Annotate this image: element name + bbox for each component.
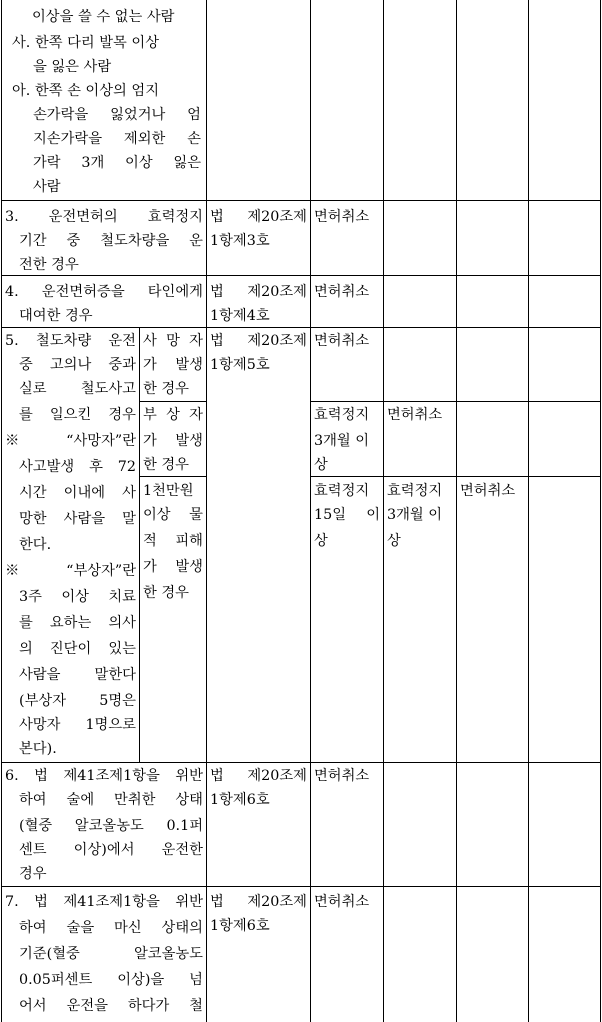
table-right-border xyxy=(600,0,601,1022)
row-border xyxy=(1,886,601,887)
row7-desc-line: 어서 운전을 하다가 철 xyxy=(19,998,203,1014)
table-left-border xyxy=(1,0,2,1022)
row6-desc-line: 센트 이상)에서 운전한 xyxy=(19,842,203,858)
row5-desc-line: 중 고의나 중과 xyxy=(19,357,136,373)
row5-desc-line: 3주 이상 치료 xyxy=(19,589,136,605)
row6-law-line: 1항제6호 xyxy=(210,792,270,808)
row7-desc-line: 하여 술을 마신 상태의 xyxy=(19,920,203,936)
row5-sub2-penalty-1: 3개월 이 xyxy=(314,433,370,449)
row3-law-line: 법 제20조제 xyxy=(210,209,307,225)
row5-sub2-label: 가 발생 xyxy=(143,433,203,449)
cont-line: 가락 3개 이상 잃은 xyxy=(33,155,201,171)
cont-line: 손가락을 잃었거나 엄 xyxy=(33,107,201,123)
row5-desc-line: ※ “사망자”란 xyxy=(5,433,136,449)
row5-law-line: 법 제20조제 xyxy=(210,333,307,349)
cont-line: 사람 xyxy=(33,179,61,195)
row7-desc-line: 기준(혈중 알코올농도 xyxy=(19,946,203,962)
row5-desc-line: 5. 철도차량 운전 xyxy=(5,333,136,349)
row5-desc-line: 망한 사람을 말 xyxy=(19,511,136,527)
cont-line: 이상을 쓸 수 없는 사람 xyxy=(32,9,175,25)
row6-law-line: 법 제20조제 xyxy=(210,768,307,784)
col-divider-second xyxy=(456,0,457,1022)
col-divider-law xyxy=(310,0,311,1022)
row5-desc-line: 한다. xyxy=(19,537,52,553)
row5-sub3-penalty-2: 상 xyxy=(387,533,401,549)
row4-law-line: 1항제4호 xyxy=(210,308,270,324)
row5-sub3-penalty-2: 3개월 이 xyxy=(387,507,443,523)
row5-desc-line: 사망자 1명으로 xyxy=(19,717,136,733)
row4-desc-line: 대여한 경우 xyxy=(19,308,93,324)
row3-law-line: 1항제3호 xyxy=(210,233,270,249)
row5-sub3-penalty-1: 효력정지 xyxy=(314,483,370,499)
row6-penalty-1: 면허취소 xyxy=(314,768,370,784)
row5-sub3-label: 적 피해 xyxy=(143,533,203,549)
col-divider-third xyxy=(528,0,529,1022)
row5-sub3-penalty-3: 면허취소 xyxy=(460,483,516,499)
row3-desc-line: 전한 경우 xyxy=(19,257,79,273)
row5-desc-line: 본다). xyxy=(19,741,57,757)
row5-desc-line: 의 진단이 있는 xyxy=(19,641,136,657)
col-divider-desc xyxy=(206,0,207,1022)
cont-line: 지손가락을 제외한 손 xyxy=(33,131,201,147)
row7-penalty-1: 면허취소 xyxy=(314,894,370,910)
row5-sub3-penalty-1: 상 xyxy=(314,533,328,549)
row5-sub2-label: 부 상 자 xyxy=(143,407,203,423)
row7-law-line: 1항제6호 xyxy=(210,918,270,934)
row5-sub3-penalty-1: 15일 이 xyxy=(314,507,380,523)
row5-sub1-label: 한 경우 xyxy=(143,381,189,397)
row3-desc-line: 기간 중 철도차량을 운 xyxy=(19,233,203,249)
row-border xyxy=(1,200,601,201)
row4-desc-line: 4. 운전면허증을 타인에게 xyxy=(5,284,203,300)
row6-desc-line: (혈중 알코올농도 0.1퍼 xyxy=(19,818,203,834)
row5-desc-line: 사람을 말한다 xyxy=(19,667,136,683)
row5-sub1-label: 가 발생 xyxy=(143,357,203,373)
row5-sub-divider xyxy=(139,327,140,762)
row5-sub3-label: 이상 물 xyxy=(143,507,203,523)
row3-penalty-1: 면허취소 xyxy=(314,209,370,225)
row5-sub2-penalty-1: 효력정지 xyxy=(314,407,370,423)
row5-desc-line: 실로 철도사고 xyxy=(19,381,136,397)
row5-sub3-penalty-2: 효력정지 xyxy=(387,483,443,499)
row5-sub2-penalty-2: 면허취소 xyxy=(387,407,443,423)
row5-desc-line: 를 요하는 의사 xyxy=(19,615,136,631)
row4-penalty-1: 면허취소 xyxy=(314,284,370,300)
row5-desc-line: 시간 이내에 사 xyxy=(19,485,136,501)
row7-desc-line: 7. 법 제41조제1항을 위반 xyxy=(5,894,203,910)
row6-desc-line: 하여 술에 만취한 상태 xyxy=(19,792,203,808)
row5-desc-line: 사고발생 후 72 xyxy=(19,459,136,475)
row6-desc-line: 경우 xyxy=(19,866,47,882)
row7-desc-line: 0.05퍼센트 이상)을 넘 xyxy=(19,972,203,988)
row5-desc-line: ※ “부상자”란 xyxy=(5,563,136,579)
row5-sub1-penalty-1: 면허취소 xyxy=(314,333,370,349)
col-divider-first xyxy=(383,0,384,1022)
cont-line: 을 잃은 사람 xyxy=(33,59,112,75)
cont-line: 아. 한쪽 손 이상의 엄지 xyxy=(12,83,160,99)
row4-law-line: 법 제20조제 xyxy=(210,284,307,300)
row3-desc-line: 3. 운전면허의 효력정지 xyxy=(5,209,203,225)
row-border xyxy=(1,275,601,276)
row5-desc-line: 를 일으킨 경우 xyxy=(19,407,136,423)
row5-sub2-label: 한 경우 xyxy=(143,457,189,473)
row5-sub-border xyxy=(310,476,601,477)
row5-sub3-label: 1천만원 xyxy=(143,483,194,499)
row5-desc-line: (부상자 5명은 xyxy=(19,693,136,709)
row5-law-line: 1항제5호 xyxy=(210,357,270,373)
row7-law-line: 법 제20조제 xyxy=(210,894,307,910)
row6-desc-line: 6. 법 제41조제1항을 위반 xyxy=(5,768,203,784)
cont-line: 사. 한쪽 다리 발목 이상 xyxy=(12,35,160,51)
row5-sub3-label: 가 발생 xyxy=(143,559,203,575)
row5-sub1-label: 사 망 자 xyxy=(143,333,203,349)
row5-sub2-penalty-1: 상 xyxy=(314,457,328,473)
row5-sub3-label: 한 경우 xyxy=(143,585,189,601)
